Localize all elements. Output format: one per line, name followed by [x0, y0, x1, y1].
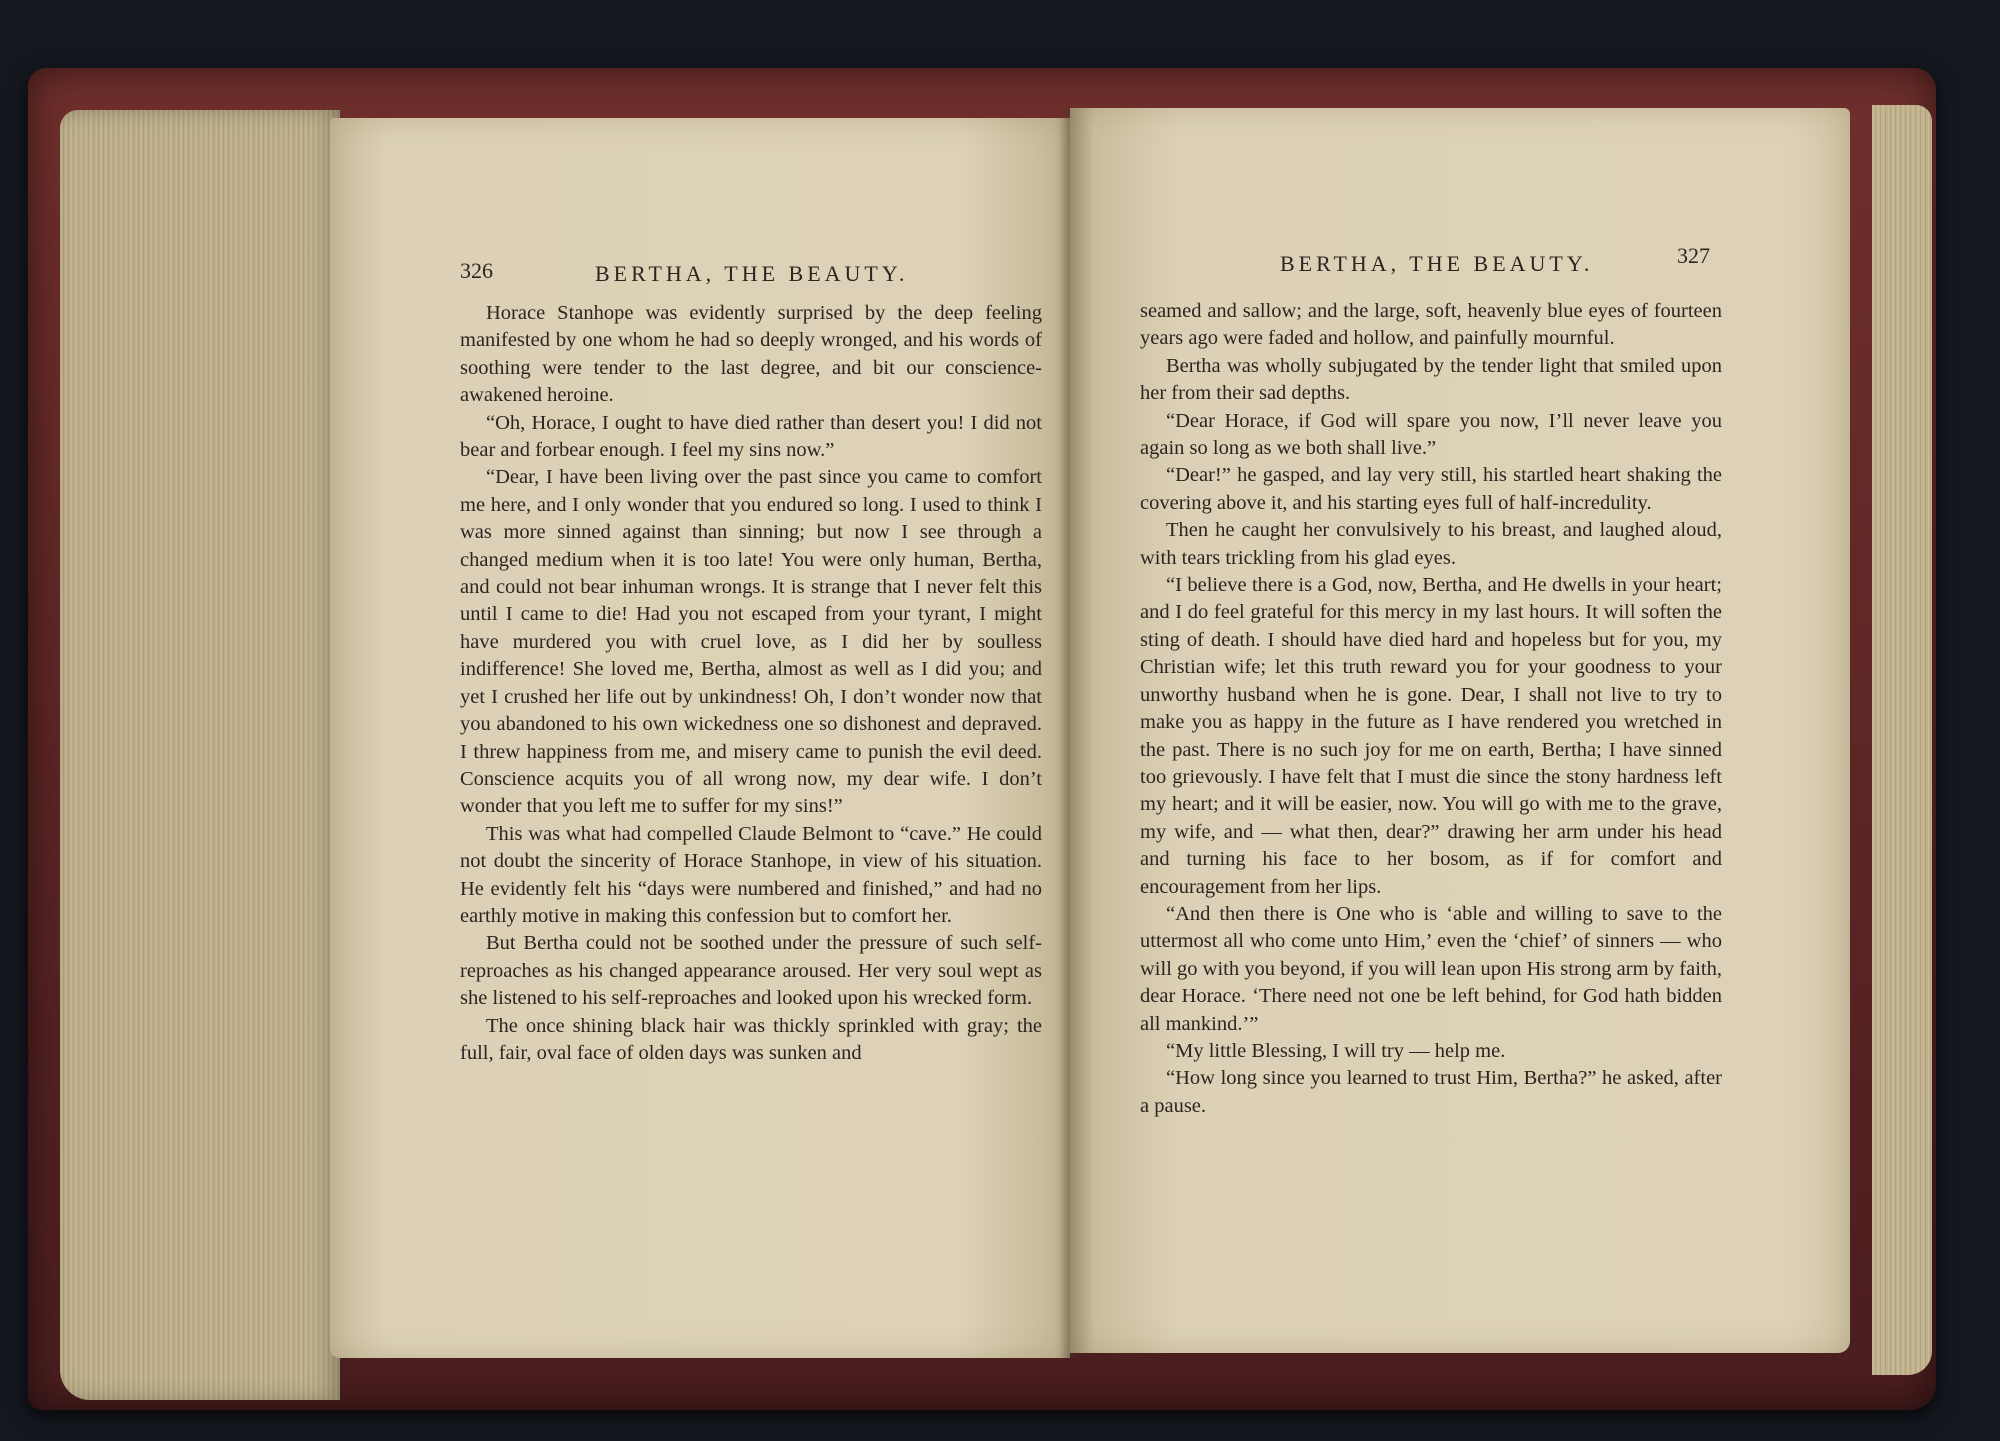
left-page: [330, 118, 1070, 1358]
paragraph: This was what had compelled Claude Belmont to “cave.” He could not doubt the sincerity of Horace Stanhope, in view of his situation. He evidently felt his “days were numbered and finished,” and had no earthly motive in making this confession but to comfort her.: [460, 822, 1042, 927]
paragraph: “And then there is One who is ‘able and willing to save to the uttermost all who come unto Him,’ even the ‘chief’ of sinners — who will go with you beyond, if you will lean upon His strong arm by faith, dear Horace. ‘There need not one be left behind, for God hath bidden all mankind.’”: [1140, 902, 1722, 1035]
paragraph: “My little Blessing, I will try — help me.: [1166, 1039, 1506, 1062]
paragraph: seamed and sallow; and the large, soft, heavenly blue eyes of fourteen years ago were faded and hollow, and painfully mournful.: [1140, 300, 1722, 350]
right-page-number: 327: [1677, 243, 1710, 268]
paragraph: Horace Stanhope was evidently surprised by the deep feeling manifested by one whom he had so deeply wronged, and his words of soothing were tender to the last degree, and bit our conscience-awakened heroine.: [460, 302, 1042, 407]
paragraph: “Dear!” he gasped, and lay very still, his startled heart shaking the covering above it, and his starting eyes full of half-incredulity.: [1140, 464, 1722, 514]
paragraph: “Dear, I have been living over the past since you came to comfort me here, and I only wonder that you endured so long. I used to think I was more sinned against than sinning; but now I see through a changed medium when it is too late! You were only human, Bertha, and could not bear inhuman wrongs. It is strange that I never felt this until I came to die! Had you not escaped from your tyrant, I might have murdered you with cruel love, as I did her by soulless indifference! She loved me, Bertha, almost as well as I did you; and yet I crushed her life out by unkindness! Oh, I don’t wonder now that you abandoned to his own wickedness one so dishonest and depraved. I threw happiness from me, and misery came to punish the evil deed. Conscience acquits you of all wrong now, my dear wife. I don’t wonder that you left me to suffer for my sins!”: [460, 466, 1042, 818]
page-edges-right: [1872, 105, 1932, 1375]
right-page: [1070, 108, 1850, 1353]
paragraph: “I believe there is a God, now, Bertha, and He dwells in your heart; and I do feel grateful for this mercy in my last hours. It will soften the sting of death. I should have died hard and hopeless but for you, my Christian wife; let this truth reward you for your goodness to your unworthy husband when he is gone. Dear, I shall not live to try to make you as happy in the future as I have rendered you wretched in the past. There is no such joy for me on earth, Bertha; I have sinned too grievously. I have felt that I must die since the stony hardness left my heart; and it will be easier, now. You will go with me to the grave, my wife, and — what then, dear?” drawing her arm under his head and turning his face to her bosom, as if for comfort and encouragement from her lips.: [1140, 574, 1722, 898]
paragraph: Bertha was wholly subjugated by the tender light that smiled upon her from their sad depths.: [1140, 354, 1722, 405]
paragraph: The once shining black hair was thickly sprinkled with gray; the full, fair, oval face of olden days was sunken and: [460, 1014, 1042, 1064]
right-body-text: [1140, 298, 1722, 1120]
left-running-header: BERTHA, THE BEAUTY.: [595, 261, 909, 286]
paragraph: “Oh, Horace, I ought to have died rather than desert you! I did not bear and forbear enough. I feel my sins now.”: [460, 411, 1042, 462]
left-body-text: [460, 300, 1042, 1067]
left-page-number: 326: [460, 258, 493, 283]
paragraph: Then he caught her convulsively to his breast, and laughed aloud, with tears trickling from his glad eyes.: [1140, 519, 1722, 569]
paragraph: But Bertha could not be soothed under the pressure of such self-reproaches as his changed appearance aroused. Her very soul wept as she listened to his self-reproaches and looked upon his wrecked form.: [460, 932, 1042, 1010]
right-running-header: BERTHA, THE BEAUTY.: [1280, 251, 1594, 276]
paragraph: “Dear Horace, if God will spare you now, I’ll never leave you again so long as we both shall live.”: [1140, 409, 1722, 460]
paragraph: “How long since you learned to trust Him, Bertha?” he asked, after a pause.: [1140, 1067, 1722, 1117]
page-edges-left: [60, 110, 340, 1400]
